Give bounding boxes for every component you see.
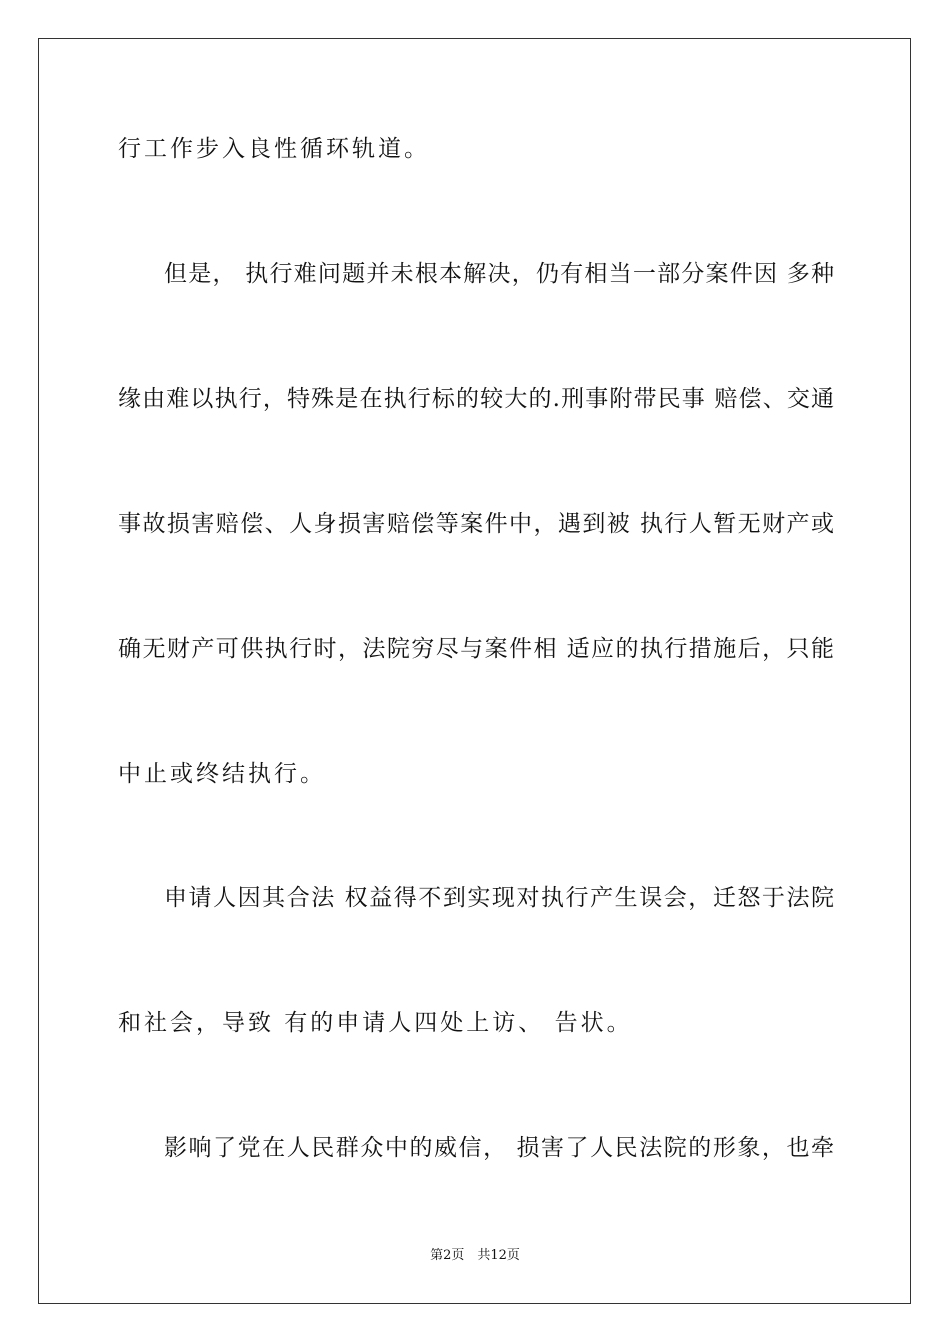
page-border — [38, 38, 911, 1304]
paragraph-line-3: 缘由难以执行，特殊是在执行标的较大的.刑事附带民事 赔偿、交通 — [118, 386, 834, 412]
paragraph-line-4: 事故损害赔偿、人身损害赔偿等案件中，遇到被 执行人暂无财产或 — [118, 511, 834, 537]
paragraph-line-6: 中止或终结执行。 — [118, 761, 326, 787]
paragraph-line-2: 但是， 执行难问题并未根本解决，仍有相当一部分案件因 多种 — [164, 261, 834, 287]
page-number-footer: 第2页 共12页 — [430, 1248, 520, 1263]
paragraph-line-1: 行工作步入良性循环轨道。 — [118, 136, 430, 162]
paragraph-line-5: 确无财产可供执行时，法院穷尽与案件相 适应的执行措施后，只能 — [118, 636, 834, 662]
paragraph-line-7: 申请人因其合法 权益得不到实现对执行产生误会，迁怒于法院 — [164, 885, 834, 911]
paragraph-line-9: 影响了党在人民群众中的威信， 损害了人民法院的形象，也牵 — [164, 1135, 834, 1161]
paragraph-line-8: 和社会，导致 有的申请人四处上访、 告状。 — [118, 1010, 633, 1036]
